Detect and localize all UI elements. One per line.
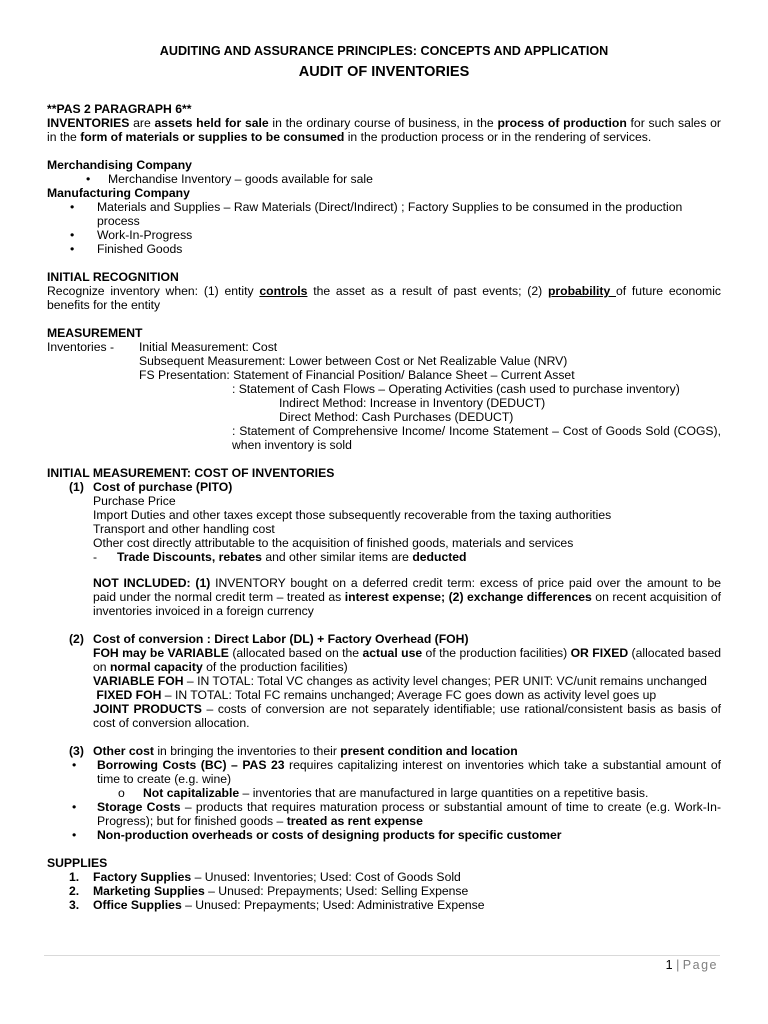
other-cost-item: (3) Other cost in bringing the inventories to their present condition and location: [69, 744, 518, 758]
document-body: [47, 102, 721, 912]
bullet-icon: •: [72, 800, 77, 814]
measurement-comprehensive-income: : Statement of Comprehensive Income/ Income Statement – Cost of Goods Sold (COGS), when inventory is sold: [232, 424, 721, 452]
course-title: AUDITING AND ASSURANCE PRINCIPLES: CONCEPTS AND APPLICATION: [159, 44, 609, 58]
list-item: • Work-In-Progress: [70, 228, 193, 242]
page-label: Page: [682, 958, 718, 972]
initial-recognition-text: Recognize inventory when: (1) entity controls the asset as a result of past events; (2) probability of future economic benefits for the entity: [47, 284, 722, 312]
list-item: • Storage Costs – products that requires maturation process or substantial amount of time to create (e.g. Work-In-Progress); but for finished goods – treated as rent expense: [72, 800, 722, 828]
not-included-paragraph: NOT INCLUDED: (1) INVENTORY bought on a deferred credit term: excess of price paid over the amount to be paid under the normal credit term – treated as interest expense; (2) exchange differences on recent acquisition of inventories invoiced in a foreign currency: [93, 576, 722, 618]
manufacturing-heading: Manufacturing Company: [47, 186, 190, 200]
list-item: • Non-production overheads or costs of designing products for specific customer: [72, 828, 562, 842]
pas2-reference: **PAS 2 PARAGRAPH 6**: [47, 102, 192, 116]
bullet-icon: •: [70, 200, 75, 214]
measurement-direct-method: Direct Method: Cash Purchases (DEDUCT): [279, 410, 514, 424]
initial-recognition-heading: INITIAL RECOGNITION: [47, 270, 179, 284]
joint-products-paragraph: JOINT PRODUCTS – costs of conversion are not separately identifiable; use rational/consistent basis as basis of cost of conversion allocation.: [93, 702, 721, 730]
page-number: 1: [665, 958, 673, 972]
list-item: • Materials and Supplies – Raw Materials (Direct/Indirect) ; Factory Supplies to be consumed in the production process: [70, 200, 683, 228]
document-title: AUDIT OF INVENTORIES: [298, 64, 470, 80]
list-item: • Borrowing Costs (BC) – PAS 23 requires capitalizing interest on inventories which take a substantial amount of time to create (e.g. wine): [72, 758, 721, 786]
list-item: • Finished Goods: [70, 242, 183, 256]
inventories-definition: INVENTORIES are assets held for sale in the ordinary course of business, in the process of production for such sales or in the form of materials or supplies to be consumed in the production process or in the rendering of services.: [47, 116, 721, 144]
bullet-icon: •: [70, 228, 75, 242]
trade-discounts-line: - Trade Discounts, rebates and other similar items are deducted: [93, 550, 467, 564]
list-item: • Merchandise Inventory – goods available for sale: [86, 172, 373, 186]
bullet-icon: •: [72, 828, 77, 842]
measurement-indirect-method: Indirect Method: Increase in Inventory (DEDUCT): [279, 396, 546, 410]
measurement-cash-flows: : Statement of Cash Flows – Operating Activities (cash used to purchase inventory): [232, 382, 680, 396]
bullet-icon: •: [70, 242, 75, 256]
variable-foh-paragraph: VARIABLE FOH – IN TOTAL: Total VC changes as activity level changes; PER UNIT: VC/unit remains unchanged: [93, 674, 707, 688]
list-item: 2. Marketing Supplies – Unused: Prepayments; Used: Selling Expense: [69, 884, 469, 898]
list-item: 1. Factory Supplies – Unused: Inventories; Used: Cost of Goods Sold: [69, 870, 461, 884]
measurement-fs-presentation: FS Presentation: Statement of Financial Position/ Balance Sheet – Current Asset: [139, 368, 575, 382]
measurement-subsequent: Subsequent Measurement: Lower between Cost or Net Realizable Value (NRV): [139, 354, 568, 368]
cost-of-conversion-item: (2) Cost of conversion : Direct Labor (DL) + Factory Overhead (FOH): [69, 632, 469, 646]
page-footer: [666, 958, 718, 972]
supplies-heading: SUPPLIES: [47, 856, 108, 870]
measurement-heading: MEASUREMENT: [47, 326, 143, 340]
cost-of-purchase-item: (1) Cost of purchase (PITO): [69, 480, 233, 494]
cost-of-conversion-details: [47, 646, 721, 730]
list-item: 3. Office Supplies – Unused: Prepayments; Used: Administrative Expense: [69, 898, 485, 912]
footer-divider: [44, 955, 720, 956]
footer-separator: |: [676, 958, 680, 972]
cost-of-purchase-details: Purchase Price Import Duties and other taxes except those subsequently recoverable from the taxing authorities Transport and other handling cost Other cost directly attributable to the acquisition of finished goods, materials and services - Trade Discounts, rebates and other similar items are deducted NOT INCLUDED: (1) INVENTORY bought on a deferred credit term: excess of price paid over the amount to be paid under the normal credit term – treated as interest expense; (2) exchange differences on recent acquisition of inventories invoiced in a foreign currency: [93, 494, 722, 618]
bullet-icon: •: [86, 172, 91, 186]
measurement-initial: Inventories - Initial Measurement: Cost: [47, 340, 278, 354]
cost-of-inventories-heading: INITIAL MEASUREMENT: COST OF INVENTORIES: [47, 466, 335, 480]
foh-paragraph: FOH may be VARIABLE (allocated based on the actual use of the production facilities) OR FIXED (allocated based on normal capacity of the production facilities): [93, 646, 722, 674]
list-item: o Not capitalizable – inventories that are manufactured in large quantities on a repetitive basis.: [118, 786, 649, 800]
merchandising-heading: Merchandising Company: [47, 158, 192, 172]
bullet-icon: •: [72, 758, 77, 772]
fixed-foh-paragraph: FIXED FOH – IN TOTAL: Total FC remains unchanged; Average FC goes down as activity level goes up: [93, 688, 657, 702]
circle-bullet-icon: o: [118, 786, 125, 800]
